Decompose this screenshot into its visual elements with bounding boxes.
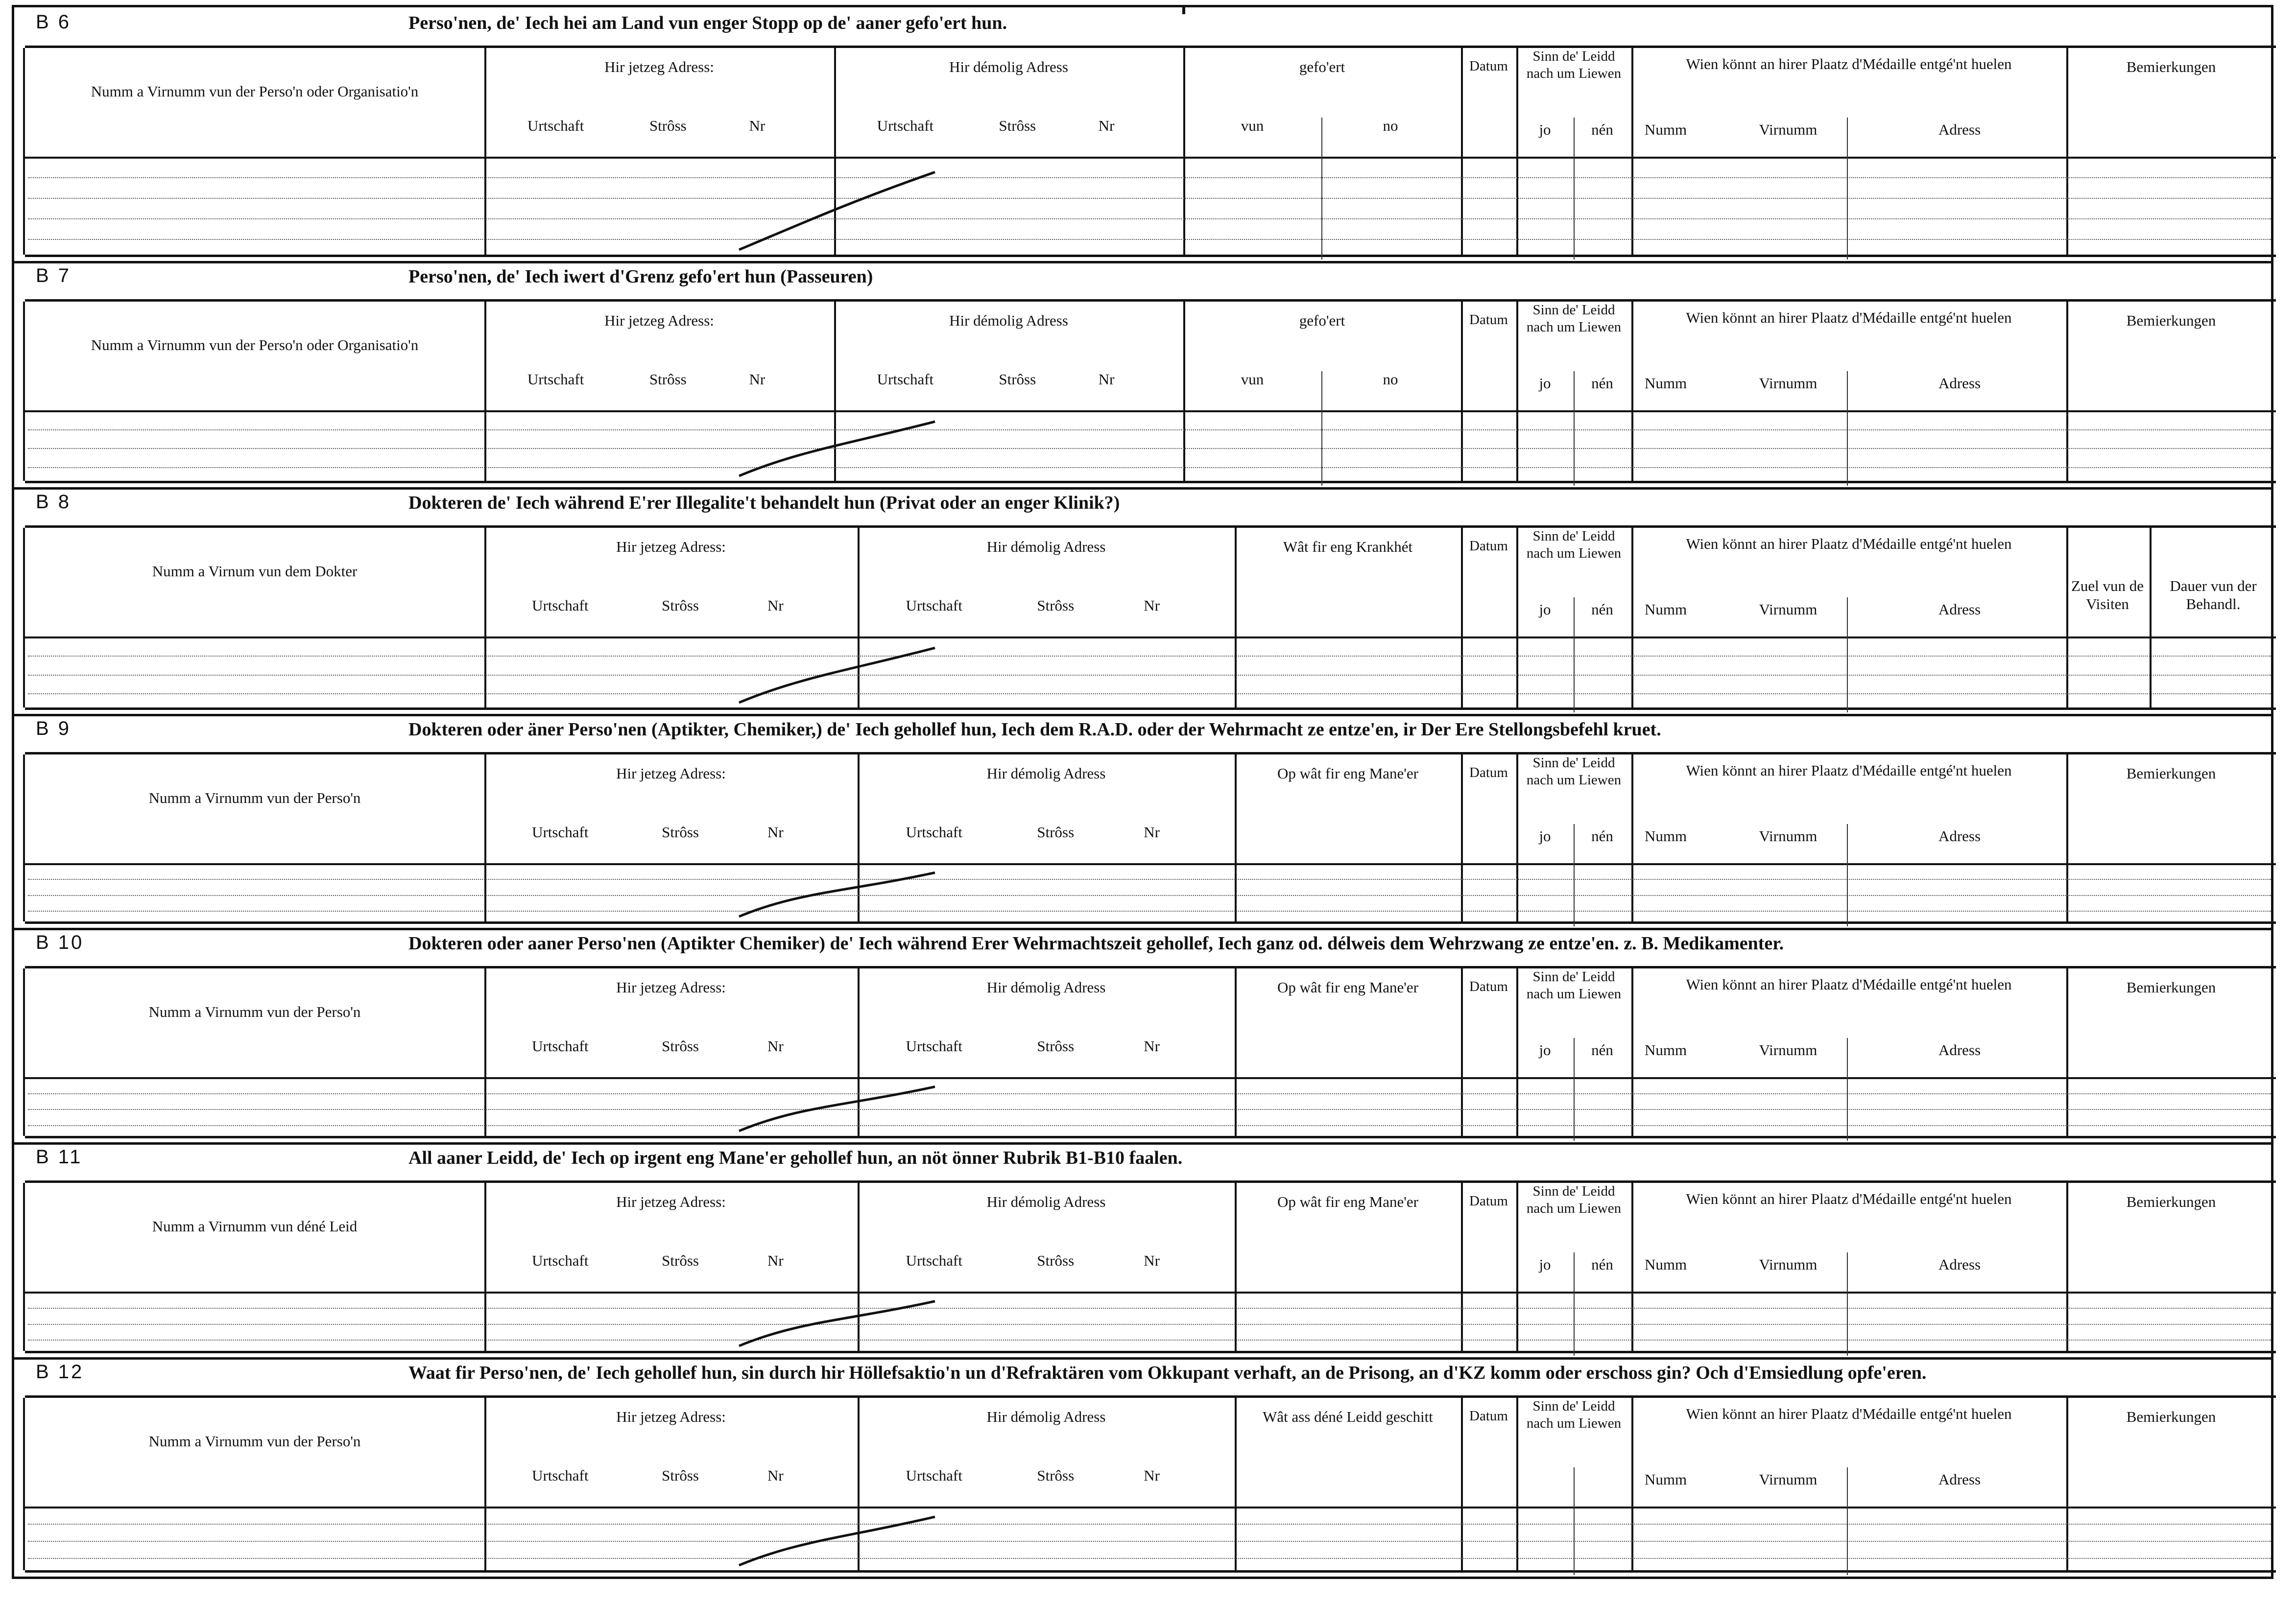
recipient-surname-header: Numm [1644,827,1687,845]
recipient-address-header: Adress [1938,1256,1981,1273]
alive-no-header: nén [1591,601,1613,618]
recipient-firstname-header: Virnumm [1759,601,1818,618]
current-urtschaft-header: Urtschaft [527,371,584,388]
section-number: B 12 [36,1361,84,1383]
header-separator [25,1292,2276,1294]
visit-count-header: Zuel vun de Visiten [2071,577,2144,613]
transport-header: gefo'ert [1299,58,1345,75]
writing-line [28,879,2271,880]
table-left-edge [23,754,25,921]
column-divider [1235,754,1237,921]
current-nr-header: Nr [767,1252,784,1269]
former-stross-header: Strôss [1037,824,1075,841]
name-column-header: Numm a Virnum vun dem Dokter [152,563,358,580]
recipient-surname-header: Numm [1644,121,1687,138]
column-divider [1516,48,1518,255]
header-separator [25,410,2276,412]
former-nr-header: Nr [1144,824,1160,841]
former-address-header: Hir démolig Adress [986,1193,1106,1210]
date-column-header: Datum [1469,1408,1508,1424]
former-address-header: Hir démolig Adress [949,312,1068,329]
header-separator [25,863,2276,865]
medal-recipient-header: Wien könnt an hirer Plaatz d'Médaille entgé'nt huelen [1686,762,2012,779]
alive-yes-header: jo [1539,375,1551,392]
table-left-edge [23,48,25,255]
section-table [25,966,2276,1138]
current-address-header: Hir jetzeg Adress: [604,58,714,75]
virnumm-adress-divider [1847,1467,1848,1575]
table-left-edge [23,1183,25,1351]
alive-yes-header: jo [1539,1256,1551,1273]
remarks-header: Bemierkungen [2126,979,2216,996]
current-urtschaft-header: Urtschaft [532,824,589,841]
writing-line [28,429,2271,430]
writing-line [28,218,2271,219]
current-address-header: Hir jetzeg Adress: [604,312,714,329]
special-column-header: Op wât fir eng Mane'er [1277,1193,1418,1210]
column-divider [2066,528,2068,707]
date-column-header: Datum [1469,1193,1508,1209]
handwritten-strike-mark [739,1077,945,1141]
writing-line [28,656,2271,657]
former-nr-header: Nr [1144,1252,1160,1269]
recipient-firstname-header: Virnumm [1759,121,1818,138]
virnumm-adress-divider [1847,118,1848,259]
current-stross-header: Strôss [662,1037,699,1055]
recipient-firstname-header: Virnumm [1759,827,1818,845]
section-title: Waat fir Perso'nen, de' Iech gehollef hun, sin durch hir Höllefsaktio'n un d'Refraktären vom Okkupant verhaft, an de Prisong, an d'KZ komm oder erschoss gin? Och d'Emsiedlung opfe'eren. [408,1363,1927,1383]
section-title: Perso'nen, de' Iech iwert d'Grenz gefo'ert hun (Passeuren) [408,266,873,287]
recipient-firstname-header: Virnumm [1759,1471,1818,1488]
alive-no-header: nén [1591,827,1613,845]
remarks-header: Bemierkungen [2126,1408,2216,1425]
writing-line [28,1093,2271,1094]
remarks-header: Bemierkungen [2126,58,2216,75]
current-nr-header: Nr [767,1467,784,1484]
recipient-address-header: Adress [1938,121,1981,138]
recipient-firstname-header: Virnumm [1759,1041,1818,1059]
section-table [25,525,2276,710]
table-left-edge [23,302,25,481]
transport-to-header: no [1383,117,1398,134]
table-left-edge [23,1398,25,1570]
writing-line [28,239,2271,240]
former-urtschaft-header: Urtschaft [906,597,962,614]
table-left-edge [23,968,25,1136]
jo-nen-divider [1574,1467,1575,1575]
table-left-edge [23,528,25,707]
special-column-header: Op wât fir eng Mane'er [1277,765,1418,782]
former-address-header: Hir démolig Adress [949,58,1068,75]
recipient-address-header: Adress [1938,375,1981,392]
current-stross-header: Strôss [662,597,699,614]
still-alive-header: Sinn de' Leidd nach um Liewen [1526,1398,1622,1431]
still-alive-header: Sinn de' Leidd nach um Liewen [1526,48,1622,81]
section-number: B 11 [36,1146,83,1168]
current-urtschaft-header: Urtschaft [532,597,589,614]
header-separator [25,157,2276,159]
column-divider [1235,968,1237,1136]
zuel-dauer-divider [2150,528,2152,707]
writing-line [28,895,2271,896]
section-table [25,1395,2276,1573]
column-divider [1183,48,1185,255]
remarks-header: Bemierkungen [2126,1193,2216,1210]
section-number: B 10 [36,932,84,953]
column-divider [1461,48,1463,255]
section-table [25,46,2276,257]
remarks-header: Bemierkungen [2126,312,2216,329]
section-b7 [14,261,2271,487]
recipient-firstname-header: Virnumm [1759,1256,1818,1273]
writing-line [28,198,2271,199]
column-divider [1631,1183,1633,1351]
still-alive-header: Sinn de' Leidd nach um Liewen [1526,755,1622,788]
former-nr-header: Nr [1098,371,1115,388]
writing-line [28,448,2271,449]
handwritten-strike-mark [739,636,945,712]
name-column-header: Numm a Virnumm vun déné Leid [152,1218,358,1235]
section-number: B 6 [36,11,72,33]
handwritten-strike-mark [739,1292,945,1356]
writing-line [28,1125,2271,1126]
recipient-surname-header: Numm [1644,1041,1687,1059]
date-column-header: Datum [1469,765,1508,780]
alive-yes-header: jo [1539,601,1551,618]
former-urtschaft-header: Urtschaft [906,1037,962,1055]
column-divider [484,48,486,255]
alive-no-header: nén [1591,375,1613,392]
handwritten-strike-mark [739,1507,945,1575]
section-table [25,1180,2276,1353]
virnumm-adress-divider [1847,371,1848,486]
medal-recipient-header: Wien könnt an hirer Plaatz d'Médaille entgé'nt huelen [1686,535,2012,552]
former-address-header: Hir démolig Adress [986,538,1106,555]
transport-from-header: vun [1241,371,1264,388]
writing-line [28,1541,2271,1542]
name-column-header: Numm a Virnumm vun der Perso'n oder Organisatio'n [91,336,419,353]
current-address-header: Hir jetzeg Adress: [616,979,726,996]
current-urtschaft-header: Urtschaft [527,117,584,134]
vun-no-divider [1321,118,1322,259]
writing-line [28,1524,2271,1525]
alive-yes-header: jo [1539,1041,1551,1059]
former-address-header: Hir démolig Adress [986,979,1106,996]
special-column-header: Wât ass déné Leidd geschitt [1263,1408,1433,1425]
handwritten-strike-mark [739,863,945,926]
special-column-header: Op wât fir eng Mane'er [1277,979,1418,996]
writing-line [28,911,2271,912]
current-stross-header: Strôss [662,824,699,841]
recipient-address-header: Adress [1938,601,1981,618]
medal-recipient-header: Wien könnt an hirer Plaatz d'Médaille entgé'nt huelen [1686,1405,2012,1422]
jo-nen-divider [1574,118,1575,259]
column-divider [1516,1398,1518,1570]
writing-line [28,1558,2271,1559]
writing-line [28,1109,2271,1110]
header-separator [25,636,2276,638]
column-divider [1631,754,1633,921]
current-address-header: Hir jetzeg Adress: [616,1193,726,1210]
section-b11 [14,1142,2271,1357]
section-divider [14,1142,2271,1145]
column-divider [1631,302,1633,481]
section-title: Dokteren oder äner Perso'nen (Aptikter, Chemiker,) de' Iech gehollef hun, Iech dem R.A.D. oder der Wehrmacht ze entze'en, ir Der Ere Stellongsbefehl kruet. [408,719,1661,740]
treatment-duration-header: Dauer vun der Behandl. [2170,577,2257,613]
current-urtschaft-header: Urtschaft [532,1467,589,1484]
alive-yes-header: jo [1539,827,1551,845]
recipient-surname-header: Numm [1644,601,1687,618]
transport-from-header: vun [1241,117,1264,134]
former-address-header: Hir démolig Adress [986,1408,1106,1425]
special-column-header: Wât fir eng Krankhét [1283,538,1413,555]
recipient-surname-header: Numm [1644,1256,1687,1273]
former-stross-header: Strôss [1037,1037,1075,1055]
former-urtschaft-header: Urtschaft [906,1252,962,1269]
alive-yes-header: jo [1539,121,1551,138]
former-urtschaft-header: Urtschaft [906,1467,962,1484]
writing-line [28,467,2271,468]
section-title: Dokteren de' Iech während E'rer Illegalite't behandelt hun (Privat oder an enger Klinik?) [408,493,1120,513]
former-urtschaft-header: Urtschaft [877,117,934,134]
transport-header: gefo'ert [1299,312,1345,329]
section-title: Dokteren oder aaner Perso'nen (Aptikter Chemiker) de' Iech während Erer Wehrmachtszeit gehollef, Iech ganz od. délweis dem Wehrzwang ze entze'en. z. B. Medikamenter. [408,933,1784,954]
virnumm-adress-divider [1847,597,1848,712]
current-nr-header: Nr [767,597,784,614]
medal-recipient-header: Wien könnt an hirer Plaatz d'Médaille entgé'nt huelen [1686,976,2012,993]
current-nr-header: Nr [767,824,784,841]
header-separator [25,1077,2276,1079]
former-urtschaft-header: Urtschaft [906,824,962,841]
name-column-header: Numm a Virnumm vun der Perso'n [148,1003,361,1020]
name-column-header: Numm a Virnumm vun der Perso'n oder Organisatio'n [91,83,419,100]
section-divider [14,1357,2271,1360]
section-divider [14,261,2271,263]
handwritten-strike-mark [739,410,945,486]
recipient-surname-header: Numm [1644,375,1687,392]
current-address-header: Hir jetzeg Adress: [616,765,726,782]
current-stross-header: Strôss [649,371,687,388]
recipient-address-header: Adress [1938,1041,1981,1059]
section-title: Perso'nen, de' Iech hei am Land vun enger Stopp op de' aaner gefo'ert hun. [408,13,1007,33]
section-divider [14,487,2271,490]
current-address-header: Hir jetzeg Adress: [616,538,726,555]
former-nr-header: Nr [1144,1037,1160,1055]
section-divider [14,714,2271,716]
section-b8 [14,487,2271,714]
remarks-header: Bemierkungen [2126,765,2216,782]
name-column-header: Numm a Virnumm vun der Perso'n [148,789,361,806]
current-address-header: Hir jetzeg Adress: [616,1408,726,1425]
former-nr-header: Nr [1144,597,1160,614]
current-urtschaft-header: Urtschaft [532,1037,589,1055]
current-nr-header: Nr [767,1037,784,1055]
section-number: B 7 [36,265,72,286]
recipient-address-header: Adress [1938,827,1981,845]
current-nr-header: Nr [749,117,765,134]
writing-line [28,1340,2271,1341]
section-table [25,752,2276,924]
date-column-header: Datum [1469,538,1508,554]
recipient-surname-header: Numm [1644,1471,1687,1488]
column-divider [1631,1398,1633,1570]
former-nr-header: Nr [1098,117,1115,134]
still-alive-header: Sinn de' Leidd nach um Liewen [1526,302,1622,335]
questionnaire-form [12,5,2273,1579]
column-divider [1461,302,1463,481]
writing-line [28,693,2271,694]
former-stross-header: Strôss [1037,1252,1075,1269]
section-b10 [14,928,2271,1142]
former-stross-header: Strôss [999,117,1036,134]
former-address-header: Hir démolig Adress [986,765,1106,782]
recipient-firstname-header: Virnumm [1759,375,1818,392]
section-b6 [14,7,2271,261]
writing-line [28,1324,2271,1325]
column-divider [1631,528,1633,707]
section-divider [14,928,2271,930]
column-divider [1631,968,1633,1136]
alive-no-header: nén [1591,121,1613,138]
former-stross-header: Strôss [1037,597,1075,614]
current-nr-header: Nr [749,371,765,388]
medal-recipient-header: Wien könnt an hirer Plaatz d'Médaille entgé'nt huelen [1686,309,2012,326]
alive-no-header: nén [1591,1041,1613,1059]
column-divider [1631,48,1633,255]
former-stross-header: Strôss [1037,1467,1075,1484]
still-alive-header: Sinn de' Leidd nach um Liewen [1526,528,1622,561]
date-column-header: Datum [1469,979,1508,994]
writing-line [28,177,2271,178]
former-urtschaft-header: Urtschaft [877,371,934,388]
column-divider [2066,48,2068,255]
former-stross-header: Strôss [999,371,1036,388]
column-divider [1235,1398,1237,1570]
current-urtschaft-header: Urtschaft [532,1252,589,1269]
still-alive-header: Sinn de' Leidd nach um Liewen [1526,969,1622,1002]
section-b9 [14,714,2271,928]
still-alive-header: Sinn de' Leidd nach um Liewen [1526,1183,1622,1216]
writing-line [28,675,2271,676]
section-number: B 9 [36,718,72,739]
medal-recipient-header: Wien könnt an hirer Plaatz d'Médaille entgé'nt huelen [1686,55,2012,72]
column-divider [1461,528,1463,707]
writing-line [28,1308,2271,1309]
date-column-header: Datum [1469,58,1508,74]
section-b12 [14,1357,2271,1577]
current-stross-header: Strôss [649,117,687,134]
handwritten-strike-mark [739,157,945,259]
medal-recipient-header: Wien könnt an hirer Plaatz d'Médaille entgé'nt huelen [1686,1190,2012,1207]
column-divider [1235,1183,1237,1351]
header-separator [25,1507,2276,1508]
transport-to-header: no [1383,371,1398,388]
current-stross-header: Strôss [662,1252,699,1269]
alive-no-header: nén [1591,1256,1613,1273]
former-nr-header: Nr [1144,1467,1160,1484]
date-column-header: Datum [1469,312,1508,328]
current-stross-header: Strôss [662,1467,699,1484]
section-table [25,299,2276,483]
section-title: All aaner Leidd, de' Iech op irgent eng Mane'er gehollef hun, an nöt önner Rubrik B1-B10 faalen. [408,1148,1183,1168]
name-column-header: Numm a Virnumm vun der Perso'n [148,1433,361,1450]
section-number: B 8 [36,491,72,513]
recipient-address-header: Adress [1938,1471,1981,1488]
column-divider [1235,528,1237,707]
